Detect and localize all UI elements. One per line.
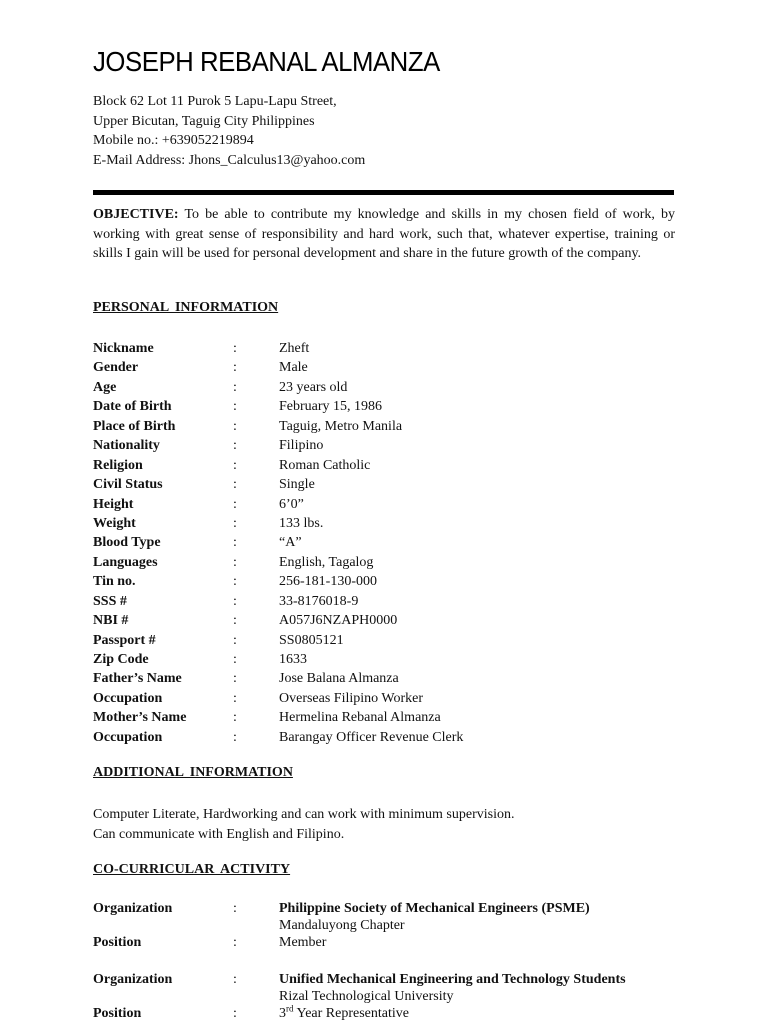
info-label: Weight xyxy=(93,515,136,531)
separator: : xyxy=(233,360,237,376)
separator: : xyxy=(233,535,237,551)
info-label: Mother’s Name xyxy=(93,710,187,726)
address-line-2: Upper Bicutan, Taguig City Philippines xyxy=(93,113,315,129)
separator: : xyxy=(233,935,237,950)
info-label: SSS # xyxy=(93,593,127,609)
position-value: Member xyxy=(279,935,327,950)
contact-block xyxy=(93,92,365,170)
info-value: “A” xyxy=(279,535,302,551)
objective-text: To be able to contribute my knowledge and skills in my chosen field of work, by working with great sense of responsibility and hard work, such that, whatever expertise, training or skills I gain will be used for personal development and share in the future growth of the company. xyxy=(93,207,675,262)
mobile-number: Mobile no.: +639052219894 xyxy=(93,133,254,149)
info-value: 1633 xyxy=(279,652,307,667)
separator: : xyxy=(233,972,237,987)
info-value: A057J6NZAPH0000 xyxy=(279,613,398,629)
org-sub-row xyxy=(93,988,673,1005)
separator: : xyxy=(233,632,237,648)
email-address: E-Mail Address: Jhons_Calculus13@yahoo.com xyxy=(93,152,366,168)
separator: : xyxy=(233,399,237,415)
separator: : xyxy=(233,554,237,570)
info-value: Roman Catholic xyxy=(279,457,371,473)
info-value: February 15, 1986 xyxy=(279,399,383,415)
separator: : xyxy=(233,593,237,609)
info-value: 256-181-130-000 xyxy=(279,574,377,590)
separator: : xyxy=(233,729,237,745)
info-label: Blood Type xyxy=(93,535,161,551)
applicant-name: JOSEPH REBANAL ALMANZA xyxy=(93,46,440,77)
position-row xyxy=(93,934,673,951)
separator: : xyxy=(233,690,237,706)
additional-info-text xyxy=(93,805,514,844)
separator: : xyxy=(233,477,237,493)
separator: : xyxy=(233,438,237,454)
org-row xyxy=(93,900,673,917)
separator: : xyxy=(233,652,237,667)
info-value: English, Tagalog xyxy=(279,554,374,570)
cocurricular-entry-1 xyxy=(93,900,673,951)
info-value: Barangay Officer Revenue Clerk xyxy=(279,729,464,745)
separator: : xyxy=(233,1006,237,1021)
separator: : xyxy=(233,457,237,473)
separator: : xyxy=(233,341,237,356)
info-value: Taguig, Metro Manila xyxy=(279,418,403,434)
separator: : xyxy=(233,496,237,512)
info-label: Passport # xyxy=(93,632,156,648)
objective-label: OBJECTIVE: xyxy=(93,207,179,222)
info-label: Age xyxy=(93,379,117,395)
org-label: Organization xyxy=(93,972,173,987)
separator: : xyxy=(233,515,237,531)
additional-info-heading: ADDITIONAL INFORMATION xyxy=(93,765,293,780)
info-value: Hermelina Rebanal Almanza xyxy=(279,710,441,726)
info-label: Date of Birth xyxy=(93,399,172,415)
info-label: Occupation xyxy=(93,729,163,745)
info-value: 23 years old xyxy=(279,379,348,395)
info-value: 133 lbs. xyxy=(279,515,324,531)
cocurricular-heading: CO-CURRICULAR ACTIVITY xyxy=(93,862,291,877)
additional-line-2: Can communicate with English and Filipino. xyxy=(93,826,345,842)
org-sub-row xyxy=(93,917,673,934)
position-label: Position xyxy=(93,1006,142,1021)
address-line-1: Block 62 Lot 11 Purok 5 Lapu-Lapu Street, xyxy=(93,94,337,109)
info-label: Religion xyxy=(93,457,143,473)
additional-line-1: Computer Literate, Hardworking and can work with minimum supervision. xyxy=(93,807,515,822)
separator: : xyxy=(233,574,237,590)
info-label: NBI # xyxy=(93,613,129,629)
header-divider xyxy=(93,190,674,195)
info-value: 33-8176018-9 xyxy=(279,593,359,609)
info-label: Tin no. xyxy=(93,574,136,590)
cocurricular-entry-2 xyxy=(93,971,673,1022)
separator: : xyxy=(233,710,237,726)
info-label: Father’s Name xyxy=(93,671,182,687)
info-value: Single xyxy=(279,477,315,493)
info-value: Overseas Filipino Worker xyxy=(279,690,424,706)
info-label: Gender xyxy=(93,360,139,376)
separator: : xyxy=(233,379,237,395)
info-value: 6’0” xyxy=(279,496,304,512)
info-label: Occupation xyxy=(93,690,163,706)
info-label: Languages xyxy=(93,554,158,570)
info-label: Nationality xyxy=(93,438,160,454)
info-value: SS0805121 xyxy=(279,632,344,648)
separator: : xyxy=(233,671,237,687)
info-label: Nickname xyxy=(93,341,154,356)
info-label: Civil Status xyxy=(93,477,163,493)
org-name: Unified Mechanical Engineering and Technology Students xyxy=(279,972,626,987)
separator: : xyxy=(233,901,237,916)
position-value: 3rd Year Representative xyxy=(279,1003,409,1021)
info-value: Jose Balana Almanza xyxy=(279,671,399,687)
objective-paragraph xyxy=(93,205,675,264)
info-value: Filipino xyxy=(279,438,324,454)
personal-info-heading: PERSONAL INFORMATION xyxy=(93,300,279,315)
org-label: Organization xyxy=(93,901,173,916)
org-chapter: Mandaluyong Chapter xyxy=(279,918,405,933)
info-label: Place of Birth xyxy=(93,418,176,434)
position-row xyxy=(93,1005,673,1022)
position-label: Position xyxy=(93,935,142,950)
separator: : xyxy=(233,418,237,434)
org-school: Rizal Technological University xyxy=(279,989,454,1004)
info-label: Height xyxy=(93,496,134,512)
info-label: Zip Code xyxy=(93,652,149,667)
org-name: Philippine Society of Mechanical Engineers (PSME) xyxy=(279,901,590,916)
separator: : xyxy=(233,613,237,629)
org-row xyxy=(93,971,673,988)
info-value: Zheft xyxy=(279,341,310,356)
info-value: Male xyxy=(279,360,308,376)
